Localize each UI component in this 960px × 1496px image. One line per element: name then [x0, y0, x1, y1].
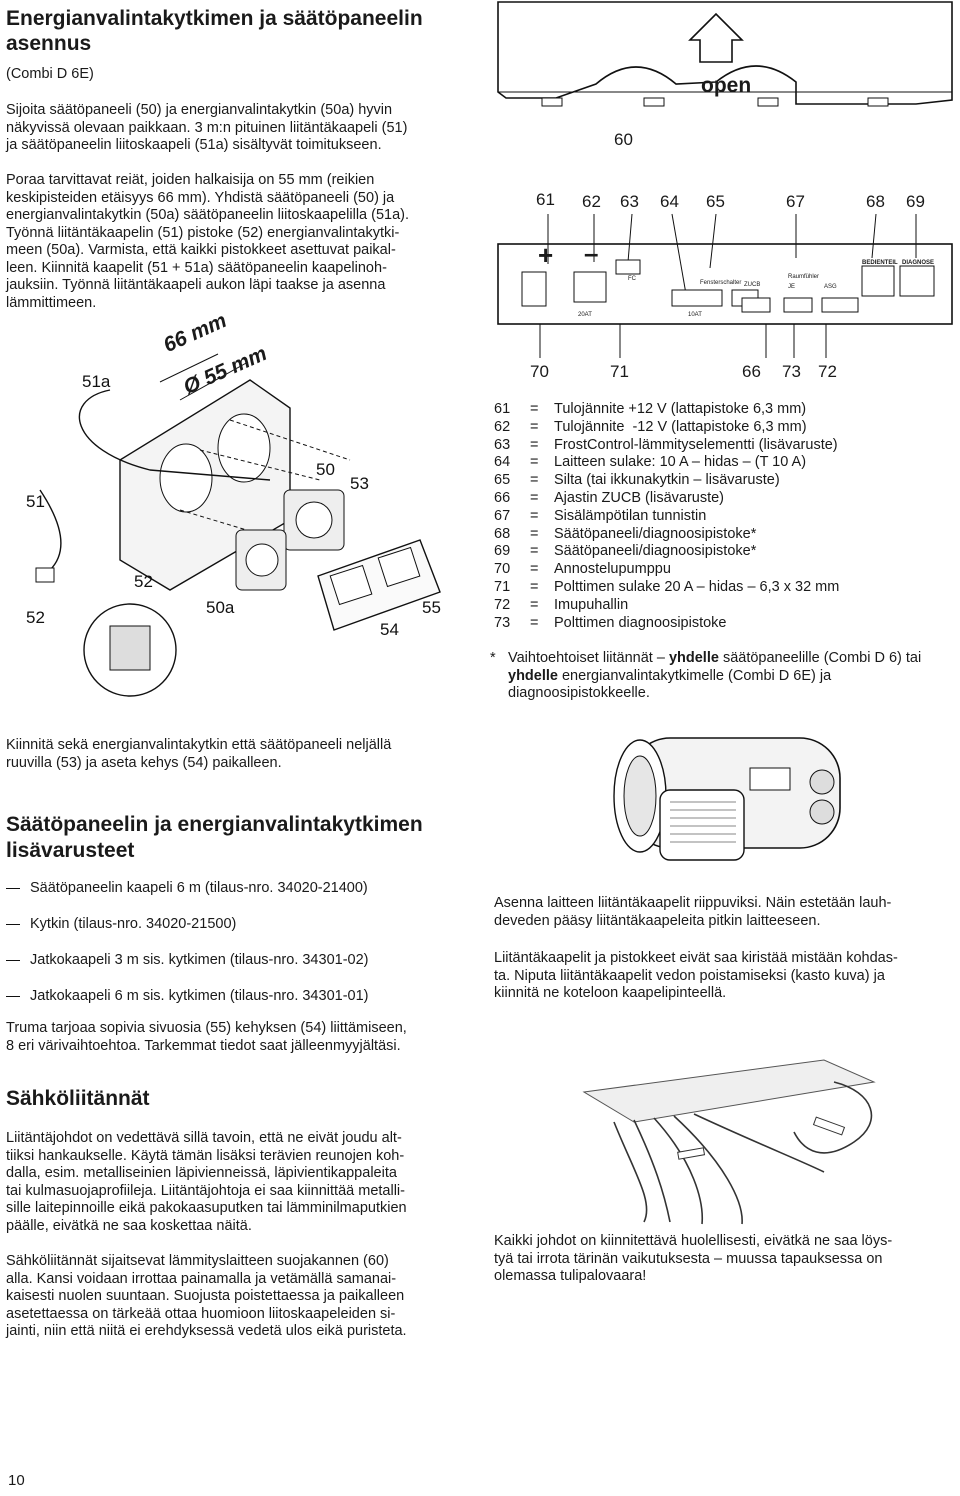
callout-50a: 50a [206, 598, 235, 617]
callout-51a: 51a [82, 372, 111, 391]
legend-row: 70 = Annostelupumppu [494, 561, 671, 578]
legend-row: 62 = Tulojännite -12 V (lattapistoke 6,3 mm) [494, 418, 807, 435]
pin-label: 61 [536, 190, 555, 209]
pin-label: 72 [818, 362, 837, 381]
assembly-diagram [0, 308, 480, 710]
accessory-item: Säätöpaneelin kaapeli 6 m (tilaus-nro. 34020-21400) [6, 880, 476, 897]
callout-54: 54 [380, 620, 399, 639]
legend-row: 63 = FrostControl-lämmityselementti (lisävaruste) [494, 436, 838, 453]
electrical-heading: Sähköliitännät [6, 1087, 150, 1110]
legend-footnote: * Vaihtoehtoiset liitännät – yhdelle säätöpaneelille (Combi D 6) tai yhdelle energianvalintakytkimelle (Combi D 6E) ja diagnoosipistokkeelle. [490, 650, 922, 701]
pin-label: 64 [660, 192, 679, 211]
board-label-raum: Raumfühler [788, 274, 820, 280]
page-number: 10 [8, 1472, 25, 1489]
pin-label: 70 [530, 362, 549, 381]
cable-bundle-photo [574, 1052, 934, 1227]
dimension-diameter: Ø 55 mm [180, 341, 271, 400]
accessory-item: Jatkokaapeli 3 m sis. kytkimen (tilaus-nro. 34301-02) [6, 952, 476, 969]
board-label-je: JE [788, 284, 796, 290]
pin-label: 65 [706, 192, 725, 211]
board-label-fuse-10: 10AT [688, 312, 702, 318]
legend-row: 67 = Sisälämpötilan tunnistin [494, 507, 707, 524]
intro-paragraph-1: Sijoita säätöpaneeli (50) ja energianvalintakytkin (50a) hyvin näkyvissä olevaan paikkaan. 3 m:n pituinen liitäntäkaapeli (51) ja säätöpaneelin liitoskaapeli (51a) sisältyvät toimitukseen. [6, 102, 408, 153]
fixing-instructions: Kiinnitä sekä energianvalintakytkin että säätöpaneeli neljällä ruuvilla (53) ja aseta kehys (54) paikalleen. [6, 737, 392, 771]
board-label-asg: ASG [824, 284, 837, 290]
pin-label: 71 [610, 362, 629, 381]
legend-row: 64 = Laitteen sulake: 10 A – hidas – (T 10 A) [494, 454, 807, 471]
legend-row: 73 = Polttimen diagnoosipistoke [494, 614, 727, 631]
legend-row: 66 = Ajastin ZUCB (lisävaruste) [494, 489, 725, 506]
accessories-list [6, 880, 476, 1005]
legend-row: 71 = Polttimen sulake 20 A – hidas – 6,3 x 32 mm [494, 578, 840, 595]
minus-symbol: – [584, 238, 599, 268]
accessory-item: Kytkin (tilaus-nro. 34020-21500) [6, 916, 476, 933]
pin-label: 68 [866, 192, 885, 211]
dimension-spacing: 66 mm [160, 308, 231, 358]
board-label-fc: FC [628, 276, 636, 282]
electrical-paragraph-2: Sähköliitännät sijaitsevat lämmityslaitteen suojakannen (60) alla. Kansi voidaan irrottaa painamalla ja vetämällä samanai- kaisesti nuolen suuntaan. Suojusta poistettaessa ja paikalleen asetettaessa on tärkeää ottaa huomioon liitoskaapeleiden si- jainti, niin että niitä ei erehdyksessä vedetä ulos eikä puristeta. [6, 1253, 407, 1339]
legend-row: 69 = Säätöpaneeli/diagnoosipistoke* [494, 543, 757, 560]
pin-label: 63 [620, 192, 639, 211]
callout-52-left: 52 [26, 608, 45, 627]
pin-label: 67 [786, 192, 805, 211]
pin-label: 73 [782, 362, 801, 381]
right-paragraph-1: Asenna laitteen liitäntäkaapelit riippuviksi. Näin estetään lauh- deveden pääsy liitäntäkaapeleita pitkin laitteeseen. [494, 895, 892, 929]
board-label-fenster: Fensterschalter [700, 280, 742, 286]
callout-51: 51 [26, 492, 45, 511]
board-label-fuse-20: 20AT [578, 312, 592, 318]
callout-53: 53 [350, 474, 369, 493]
legend-row: 68 = Säätöpaneeli/diagnoosipistoke* [494, 525, 757, 542]
plus-symbol: + [538, 240, 554, 270]
heater-illustration [600, 728, 870, 888]
accessories-heading: Säätöpaneelin ja energianvalintakytkimen lisävarusteet [6, 813, 423, 862]
pin-label: 62 [582, 192, 601, 211]
legend-row: 65 = Silta (tai ikkunakytkin – lisävaruste) [494, 472, 780, 489]
intro-paragraph-2: Poraa tarvittavat reiät, joiden halkaisija on 55 mm (reikien keskipisteiden etäisyys 66 mm). Yhdistä säätöpaneeli (50) ja energianvalintakytkin (50a) säätöpaneelin liitoskaapelilla (51a). Työnnä liitäntäkaapelin (51) pistoke (52) energianvalintakytki- meen (50a). Varmista, että kaikki pistokkeet asettuvat paikal- leen. Kiinnitä kaapelit (51 + 51a) säätöpaneelin kaapelinoh- jauksiin. Työnnä liitäntäkaapeli aukon läpi taakse ja asenna lämmittimeen. [6, 172, 410, 311]
electrical-paragraph-1: Liitäntäjohdot on vedettävä sillä tavoin, että ne eivät joudu alt- tiiksi hankaukselle. Käytä tämän lisäksi terävien reunojen koh- dalla, esim. metalliseinien läpivienneissä, läpivientikappaleita tai kulmasuojaprofiileja. Liitäntäjohtoja ei saa kiinnittää metalli- sille laitepinnoille eikä pakokaasuputken tai lämminilmaputkien päälle, eivätkä ne saa koskettaa näitä. [6, 1130, 407, 1234]
open-label: open [701, 74, 752, 97]
callout-52: 52 [134, 572, 153, 591]
terminal-legend [494, 401, 954, 632]
legend-row: 72 = Imupuhallin [494, 596, 629, 613]
page-title: Energianvalintakytkimen ja säätöpaneelin asennus [6, 7, 423, 55]
pin-label: 66 [742, 362, 761, 381]
board-label-zucb: ZUCB [744, 282, 761, 288]
right-paragraph-2: Liitäntäkaapelit ja pistokkeet eivät saa kiristää mistään kohdas- ta. Niputa liitäntäkaapelit vedon poistamiseksi (kasto kuva) ja kiinnitä ne koteloon kaapelipinteellä. [494, 950, 898, 1001]
model-subheading: (Combi D 6E) [6, 66, 94, 82]
pin-label: 69 [906, 192, 925, 211]
cover-diagram [496, 0, 956, 160]
callout-50: 50 [316, 460, 335, 479]
callout-55: 55 [422, 598, 441, 617]
board-label-bedienteil: BEDIENTEIL [862, 260, 898, 266]
right-paragraph-3: Kaikki johdot on kiinnitettävä huolellisesti, eivätkä ne saa löys- tyä tai irrota tärinän vaikutuksesta – muussa tapauksessa on olemassa tulipalovaara! [494, 1233, 893, 1284]
accessory-item: Jatkokaapeli 6 m sis. kytkimen (tilaus-nro. 34301-01) [6, 988, 476, 1005]
cover-part-label: 60 [614, 130, 633, 149]
truma-frame-text: Truma tarjoaa sopivia sivuosia (55) kehyksen (54) liittämiseen, 8 eri värivaihtoehtoa. Tarkemmat tiedot saat jälleenmyyjältäsi. [6, 1020, 407, 1054]
legend-row: 61 = Tulojännite +12 V (lattapistoke 6,3 mm) [494, 401, 807, 417]
board-label-diagnose: DIAGNOSE [902, 260, 935, 266]
terminal-board-diagram [496, 186, 956, 386]
